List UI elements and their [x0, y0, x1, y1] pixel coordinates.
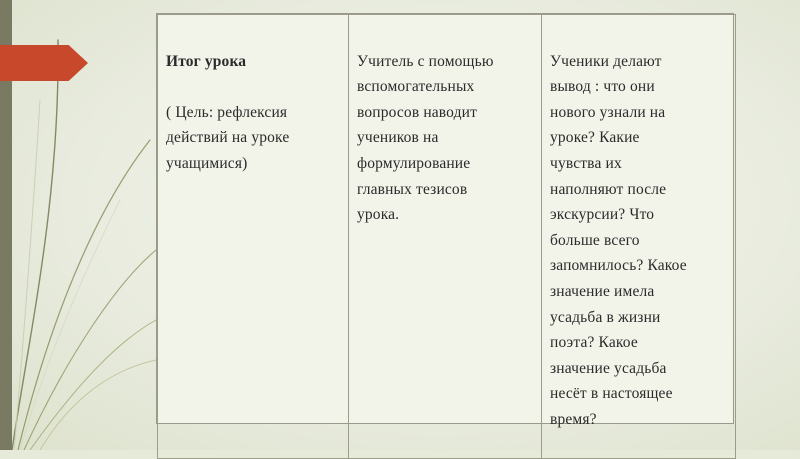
table-cell-stage [158, 15, 349, 459]
students-activity-text: Ученики делают вывод : что они нового узнали на уроке? Какие чувства их наполняют после экскурсии? Что больше всего запомнилось? Какое значение имела усадьба в жизни поэта? Какое значение усадьба несёт в настоящее время? [550, 52, 687, 428]
table-row [158, 15, 736, 459]
stage-title: Итог урока [166, 52, 247, 70]
lesson-table [156, 13, 734, 428]
table-cell-students [542, 15, 736, 459]
table-cell-teacher [349, 15, 542, 459]
lesson-table-grid [157, 14, 736, 459]
stage-goal-text: ( Цель: рефлексия действий на уроке учащимися) [166, 103, 290, 172]
teacher-activity-text: Учитель с помощью вспомогательных вопросов наводит учеников на формулирование главных тезисов урока. [357, 52, 494, 224]
